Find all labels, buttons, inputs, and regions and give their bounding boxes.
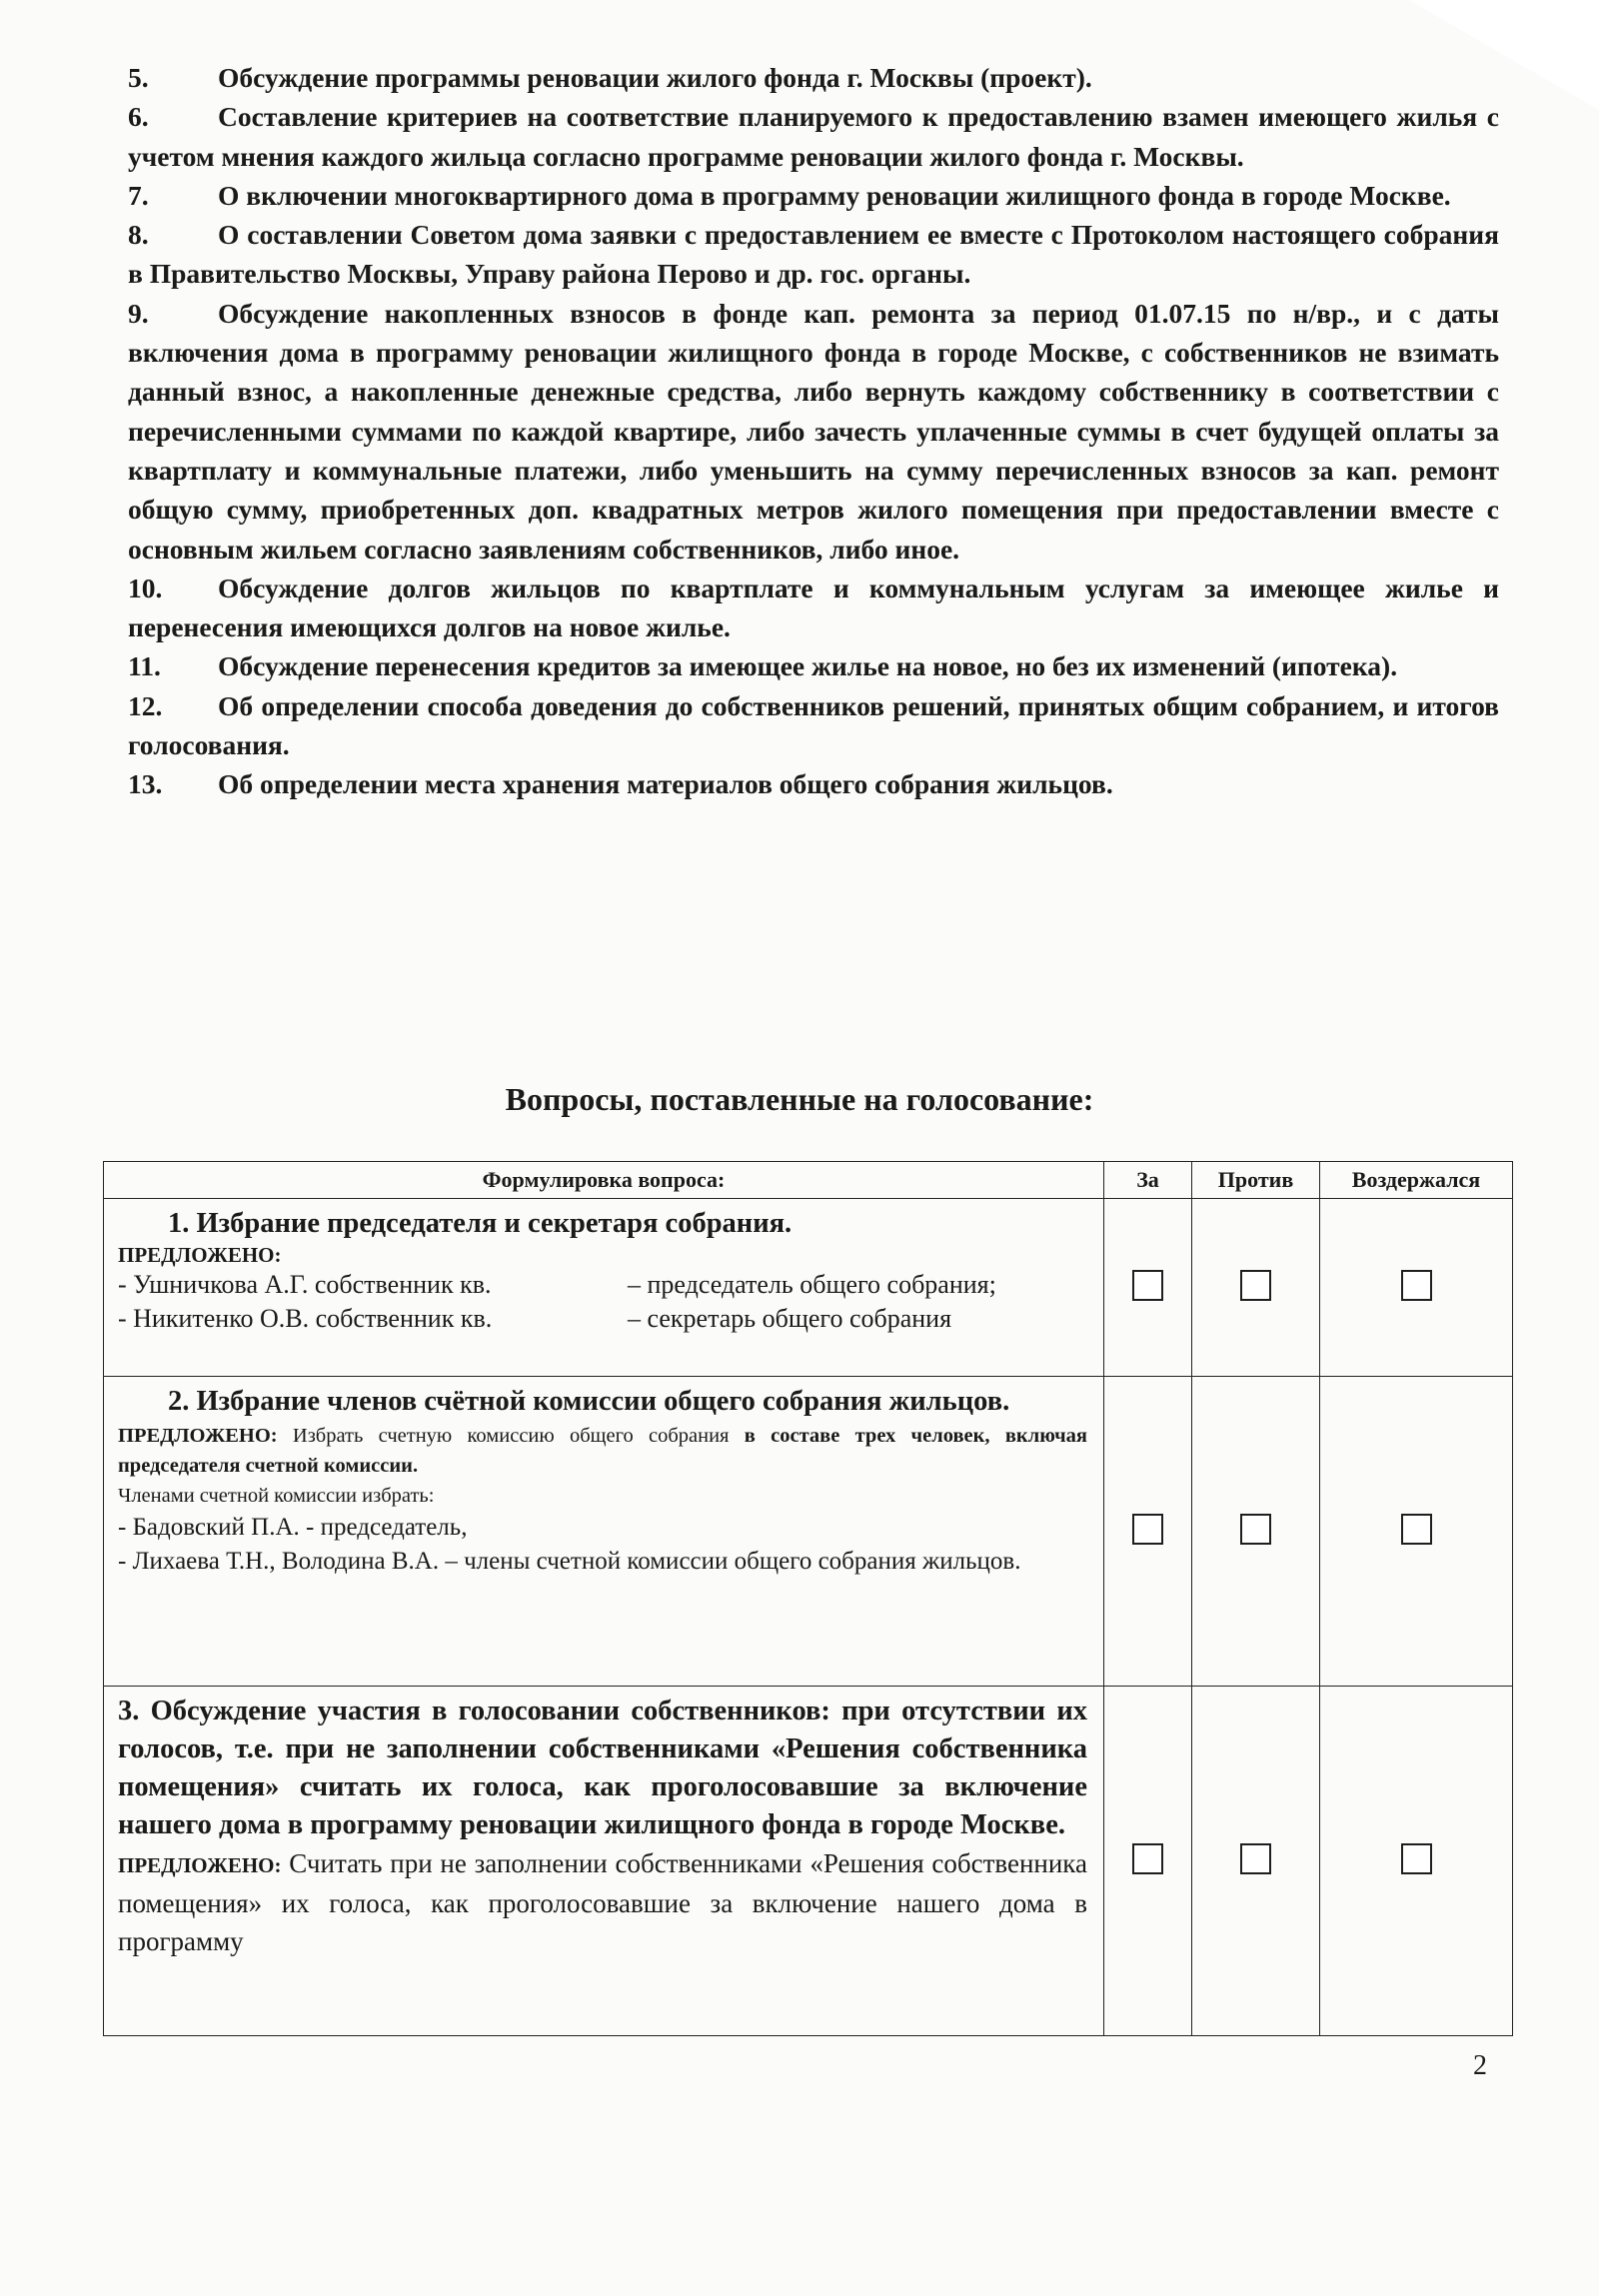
proposed-text: ПРЕДЛОЖЕНО: Избрать счетную комиссию общего собрания в составе трех человек, включая председателя счетной комиссии. (118, 1425, 1087, 1477)
question-2-title: 2. Избрание членов счётной комиссии общего собрания жильцов. (168, 1386, 1010, 1417)
vote-for-cell (1104, 1687, 1192, 2036)
agenda-item: 5. Обсуждение программы реновации жилого фонда г. Москвы (проект). (128, 62, 1092, 93)
header-against: Против (1192, 1162, 1320, 1199)
members-intro: Членами счетной комиссии избрать: (118, 1485, 435, 1507)
agenda-item: 7. О включении многоквартирного дома в программу реновации жилищного фонда в городе Москве. (128, 179, 1451, 211)
member-line: - Бадовский П.А. - председатель, (118, 1514, 468, 1541)
proposed-label: ПРЕДЛОЖЕНО: (118, 1243, 282, 1267)
header-for: За (1104, 1162, 1192, 1199)
question-1-cell (104, 1199, 1104, 1377)
member-line: - Лихаева Т.Н., Володина В.А. – члены счетной комиссии общего собрания жильцов. (118, 1548, 1021, 1575)
table-row (104, 1687, 1513, 2036)
agenda-item: 6. Составление критериев на соответствие планируемого к предоставлению взамен имеющего жилья с учетом мнения каждого жильца согласно программе реновации жилого фонда г. Москвы. (128, 101, 1499, 172)
table-row (104, 1199, 1513, 1377)
agenda-list (128, 58, 1499, 804)
table-header-row (104, 1162, 1513, 1199)
vote-against-cell (1192, 1377, 1320, 1687)
vote-for-checkbox[interactable] (1132, 1270, 1163, 1301)
vote-abstain-checkbox[interactable] (1401, 1514, 1432, 1545)
header-question: Формулировка вопроса: (104, 1162, 1104, 1199)
vote-against-checkbox[interactable] (1240, 1514, 1271, 1545)
vote-for-checkbox[interactable] (1132, 1514, 1163, 1545)
agenda-item: 10. Обсуждение долгов жильцов по квартплате и коммунальным услугам за имеющее жилье и перенесения имеющихся долгов на новое жилье. (128, 572, 1499, 643)
question-3-title: 3. Обсуждение участия в голосовании собственников: при отсутствии их голосов, т.е. при не заполнении собственниками «Решения собственника помещения» считать их голоса, как проголосовавшие за включение нашего дома в программу реновации жилищного фонда в городе Москве. (118, 1696, 1087, 1840)
agenda-item: 8. О составлении Советом дома заявки с предоставлением ее вместе с Протоколом настоящего собрания в Правительство Москвы, Управу района Перово и др. гос. органы. (128, 219, 1499, 290)
question-1-title: 1. Избрание председателя и секретаря собрания. (168, 1208, 793, 1239)
question-3-cell (104, 1687, 1104, 2036)
vote-for-checkbox[interactable] (1132, 1843, 1163, 1874)
agenda-item: 11. Обсуждение перенесения кредитов за имеющее жилье на новое, но без их изменений (ипотека). (128, 650, 1398, 682)
vote-abstain-checkbox[interactable] (1401, 1270, 1432, 1301)
agenda-item: 9. Обсуждение накопленных взносов в фонде кап. ремонта за период 01.07.15 по н/вр., и с даты включения дома в программу реновации жилищного фонда в городе Москве, с собственников не взимать данный взнос, а накопленные денежные средства, либо вернуть каждому собственнику в соответствии с перечисленными суммами по каждой квартире, либо зачесть уплаченные суммы в счет будущей оплаты за квартплату и коммунальные платежи, либо уменьшить на сумму перечисленных взносов за кап. ремонт общую сумму, приобретенных доп. квадратных метров жилого помещения при предоставлении вместе с основным жильем согласно заявлениям собственников, либо иное. (128, 297, 1499, 565)
vote-against-checkbox[interactable] (1240, 1270, 1271, 1301)
table-row (104, 1377, 1513, 1687)
header-abstain: Воздержался (1320, 1162, 1513, 1199)
vote-against-checkbox[interactable] (1240, 1843, 1271, 1874)
candidate-row: - Никитенко О.В. собственник кв. – секретарь общего собрания (118, 1304, 952, 1333)
question-2-cell (104, 1377, 1104, 1687)
agenda-item: 12. Об определении способа доведения до собственников решений, принятых общим собранием, и итогов голосования. (128, 689, 1499, 761)
candidate-row: - Ушничкова А.Г. собственник кв. – председатель общего собрания; (118, 1270, 996, 1299)
vote-abstain-cell (1320, 1377, 1513, 1687)
vote-for-cell (1104, 1377, 1192, 1687)
vote-for-cell (1104, 1199, 1192, 1377)
page-number: 2 (1473, 2050, 1487, 2081)
vote-abstain-cell (1320, 1199, 1513, 1377)
vote-abstain-cell (1320, 1687, 1513, 2036)
vote-against-cell (1192, 1687, 1320, 2036)
proposed-text: ПРЕДЛОЖЕНО: Считать при не заполнении собственниками «Решения собственника помещения» их голоса, как проголосовавшие за включение нашего дома в программу (118, 1848, 1087, 1956)
agenda-item: 13. Об определении места хранения материалов общего собрания жильцов. (128, 768, 1113, 800)
voting-table (103, 1161, 1513, 2036)
vote-section-heading: Вопросы, поставленные на голосование: (505, 1081, 1094, 1117)
vote-abstain-checkbox[interactable] (1401, 1843, 1432, 1874)
vote-against-cell (1192, 1199, 1320, 1377)
